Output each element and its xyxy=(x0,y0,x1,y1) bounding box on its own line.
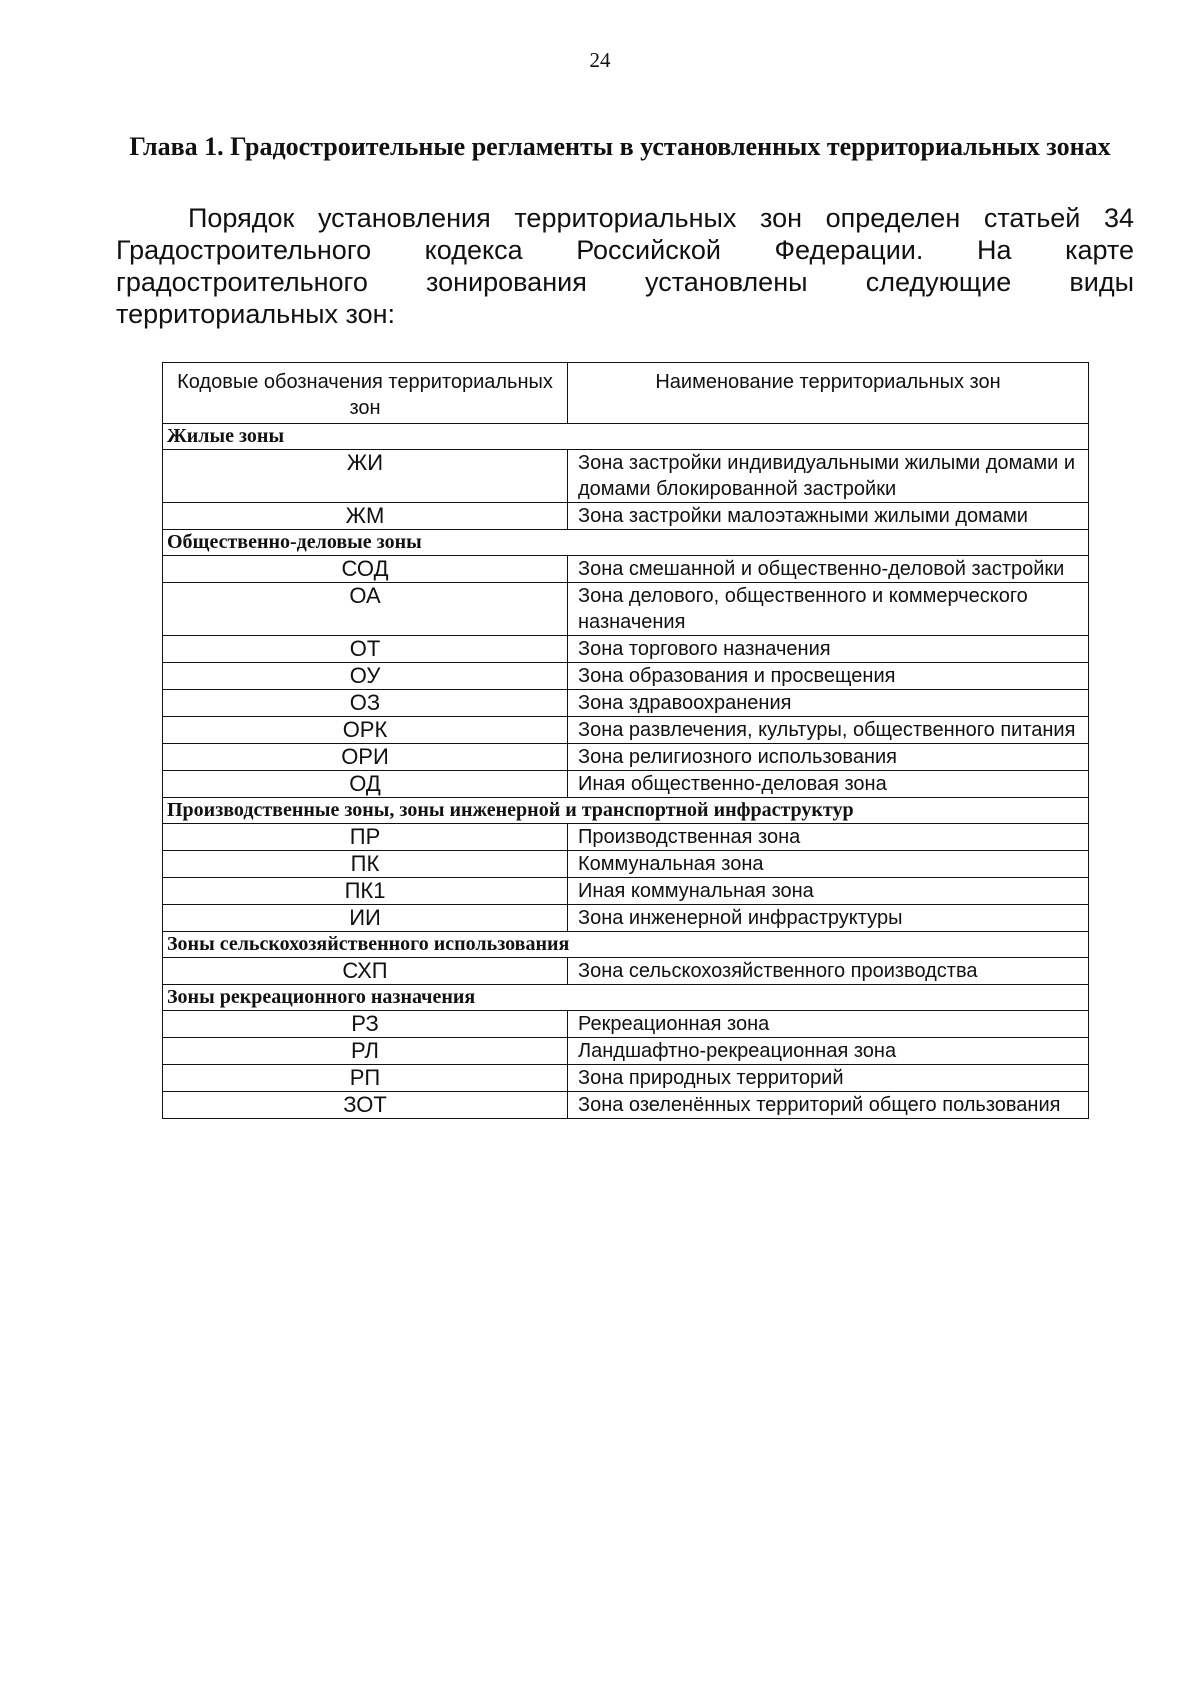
zone-code: ЗОТ xyxy=(163,1092,568,1119)
group-title: Производственные зоны, зоны инженерной и транспортной инфраструктур xyxy=(163,798,1089,824)
zone-name: Зона застройки малоэтажными жилыми домами xyxy=(568,503,1089,530)
zone-code: ОТ xyxy=(163,636,568,663)
zone-code: ПК1 xyxy=(163,878,568,905)
zone-code: ОА xyxy=(163,583,568,636)
page-number: 24 xyxy=(589,48,611,72)
zone-name: Производственная зона xyxy=(568,824,1089,851)
group-row xyxy=(163,932,1089,958)
zone-code: РЛ xyxy=(163,1038,568,1065)
zone-name: Зона развлечения, культуры, общественного питания xyxy=(568,717,1089,744)
zone-code: РЗ xyxy=(163,1011,568,1038)
table-row xyxy=(163,771,1089,798)
code-column-header: Кодовые обозначения территориальных зон xyxy=(163,363,568,424)
zone-name: Зона торгового назначения xyxy=(568,636,1089,663)
table-row xyxy=(163,851,1089,878)
group-title: Общественно-деловые зоны xyxy=(163,530,1089,556)
zone-code: СХП xyxy=(163,958,568,985)
zone-name: Ландшафтно-рекреационная зона xyxy=(568,1038,1089,1065)
zone-name: Иная общественно-деловая зона xyxy=(568,771,1089,798)
group-title: Зоны сельскохозяйственного использования xyxy=(163,932,1089,958)
group-row xyxy=(163,798,1089,824)
zone-name: Рекреационная зона xyxy=(568,1011,1089,1038)
table-row xyxy=(163,663,1089,690)
group-row xyxy=(163,424,1089,450)
chapter-title: Глава 1. Градостроительные регламенты в установленных территориальных зонах xyxy=(129,132,1111,161)
zone-code: СОД xyxy=(163,556,568,583)
zone-name: Зона озеленённых территорий общего пользования xyxy=(568,1092,1089,1119)
name-column-header: Наименование территориальных зон xyxy=(568,363,1089,424)
zone-name: Зона застройки индивидуальными жилыми домами и домами блокированной застройки xyxy=(568,450,1089,503)
table-row xyxy=(163,1038,1089,1065)
group-row xyxy=(163,985,1089,1011)
zone-name: Зона смешанной и общественно-деловой застройки xyxy=(568,556,1089,583)
zone-code: ПР xyxy=(163,824,568,851)
table-row xyxy=(163,583,1089,636)
zone-name: Зона образования и просвещения xyxy=(568,663,1089,690)
zone-code: ЖМ xyxy=(163,503,568,530)
table-row xyxy=(163,690,1089,717)
zone-name: Зона здравоохранения xyxy=(568,690,1089,717)
table-row xyxy=(163,1011,1089,1038)
table-row xyxy=(163,905,1089,932)
table-row xyxy=(163,717,1089,744)
table-row xyxy=(163,824,1089,851)
group-title: Зоны рекреационного назначения xyxy=(163,985,1089,1011)
zone-code: ОУ xyxy=(163,663,568,690)
zones-table-body xyxy=(163,424,1089,1119)
zone-code: ОЗ xyxy=(163,690,568,717)
zone-code: ОРК xyxy=(163,717,568,744)
zone-name: Коммунальная зона xyxy=(568,851,1089,878)
zone-code: ИИ xyxy=(163,905,568,932)
table-header-row xyxy=(163,363,1089,424)
zone-name: Иная коммунальная зона xyxy=(568,878,1089,905)
zone-name: Зона делового, общественного и коммерческого назначения xyxy=(568,583,1089,636)
zone-code: ПК xyxy=(163,851,568,878)
table-row xyxy=(163,503,1089,530)
zone-code: ЖИ xyxy=(163,450,568,503)
zones-table xyxy=(162,362,1089,1119)
zone-name: Зона религиозного использования xyxy=(568,744,1089,771)
table-row xyxy=(163,1065,1089,1092)
zone-name: Зона природных территорий xyxy=(568,1065,1089,1092)
table-row xyxy=(163,636,1089,663)
zone-name: Зона инженерной инфраструктуры xyxy=(568,905,1089,932)
zone-name: Зона сельскохозяйственного производства xyxy=(568,958,1089,985)
table-row xyxy=(163,958,1089,985)
zone-code: РП xyxy=(163,1065,568,1092)
intro-paragraph: Порядок установления территориальных зон определен статьей 34 Градостроительного кодекса Российской Федерации. На карте градостроительного зонирования установлены следующие виды территориальных зон: xyxy=(116,203,1134,329)
table-row xyxy=(163,450,1089,503)
zone-code: ОД xyxy=(163,771,568,798)
group-row xyxy=(163,530,1089,556)
zone-code: ОРИ xyxy=(163,744,568,771)
table-row xyxy=(163,556,1089,583)
table-row xyxy=(163,1092,1089,1119)
table-row xyxy=(163,744,1089,771)
group-title: Жилые зоны xyxy=(163,424,1089,450)
table-row xyxy=(163,878,1089,905)
